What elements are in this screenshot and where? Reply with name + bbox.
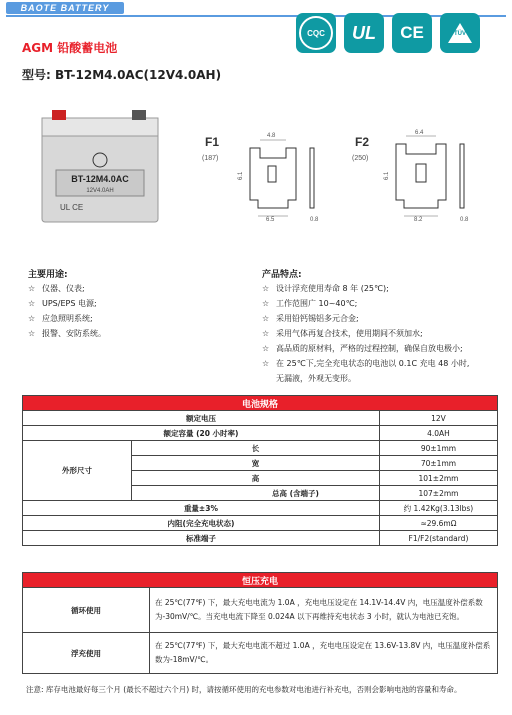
storage-note: 注意: 库存电池最好每三个月 (最长不超过六个月) 时，请按循环使用的充电参数对电池进行补充电，否则会影响电池的容量和寿命。 [26,685,462,694]
usage-heading: 主要用途: [28,270,68,280]
list-item: ☆ 应急照明系统; [28,314,93,323]
features-heading: 产品特点: [262,270,302,280]
svg-text:6.1: 6.1 [238,171,244,180]
svg-text:6.1: 6.1 [384,171,390,180]
terminal-f1-diagram [200,128,345,223]
battery-image [40,106,160,224]
table-row: 外形尺寸 长 90±1mm [23,441,498,456]
charge-table [22,572,498,674]
terminal-f2-diagram [350,128,495,223]
table-row: 浮充使用 在 25℃(77℉) 下，最大充电电流不超过 1.0A ，充电电压设定在 13.6V-13.8V 内，电压温度补偿系数为-18mV/℃。 [23,633,498,674]
product-model: 型号: BT-12M4.0AC(12V4.0AH) [22,68,222,82]
battery-sub: 12V4.0AH [86,188,114,194]
brand-logo: BAOTE BATTERY [6,2,124,14]
svg-text:4.8: 4.8 [267,133,276,139]
svg-text:0.8: 0.8 [460,217,469,223]
ce-cert-icon: CE [392,13,432,53]
list-item: ☆ UPS/EPS 电源; [28,299,97,308]
table-row: 内阻(完全充电状态) ≈29.6mΩ [23,516,498,531]
list-item: ☆ 采用气体再复合技术，使用期间不须加水; [262,329,423,338]
table-row: 额定电压 12V [23,411,498,426]
svg-text:8.2: 8.2 [414,217,423,223]
svg-text:(250): (250) [352,155,369,162]
table-row: 额定容量 (20 小时率) 4.0AH [23,426,498,441]
svg-text:(187): (187) [202,155,219,162]
spec-table [22,395,498,546]
tuv-cert-icon: TÜV [440,13,480,53]
table-row: 宽 70±1mm [23,456,498,471]
features-list [262,281,502,386]
svg-text:0.8: 0.8 [310,217,319,223]
charge-heading: 恒压充电 [23,573,498,588]
list-item: ☆ 报警、安防系统。 [28,329,106,338]
battery-label: BT-12M4.0AC [71,174,129,184]
list-item: ☆ 在 25℃下,完全充电状态的电池以 0.1C 充电 48 小时, [262,359,470,368]
svg-text:F2: F2 [355,135,370,149]
table-row: 总高 (含端子) 107±2mm [23,486,498,501]
ul-cert-icon: UL [344,13,384,53]
cqc-cert-icon: CQC [296,13,336,53]
svg-text:6.4: 6.4 [415,130,424,136]
list-item: ☆ 工作范围广 10~40℃; [262,299,358,308]
table-row: 标准端子 F1/F2(standard) [23,531,498,546]
table-row: 重量±3% 约 1.42Kg(3.13lbs) [23,501,498,516]
usage-list [28,281,106,341]
list-item: ☆ 高品质的原材料，严格的过程控制，确保自放电极小; [262,344,463,353]
svg-text:6.5: 6.5 [266,217,275,223]
table-row: 高 101±2mm [23,471,498,486]
list-item: 无漏液，外观无变形。 [276,374,356,383]
svg-text:UL CE: UL CE [60,203,84,212]
product-title: AGM 铅酸蓄电池 [22,41,118,55]
svg-text:F1: F1 [205,135,220,149]
spec-heading: 电池规格 [23,396,498,411]
table-row: 循环使用 在 25℃(77℉) 下，最大充电电流为 1.0A ，充电电压设定在 14.1V-14.4V 内，电压温度补偿系数为-30mV/℃。当充电电流下降至 0.024A 以下再维持充电状态 3 小时，就认为电池已充饱。 [23,588,498,633]
list-item: ☆ 采用铅钙锡铝多元合金; [262,314,359,323]
list-item: ☆ 仪器、仪表; [28,284,85,293]
list-item: ☆ 设计浮充使用寿命 8 年 (25℃); [262,284,389,293]
